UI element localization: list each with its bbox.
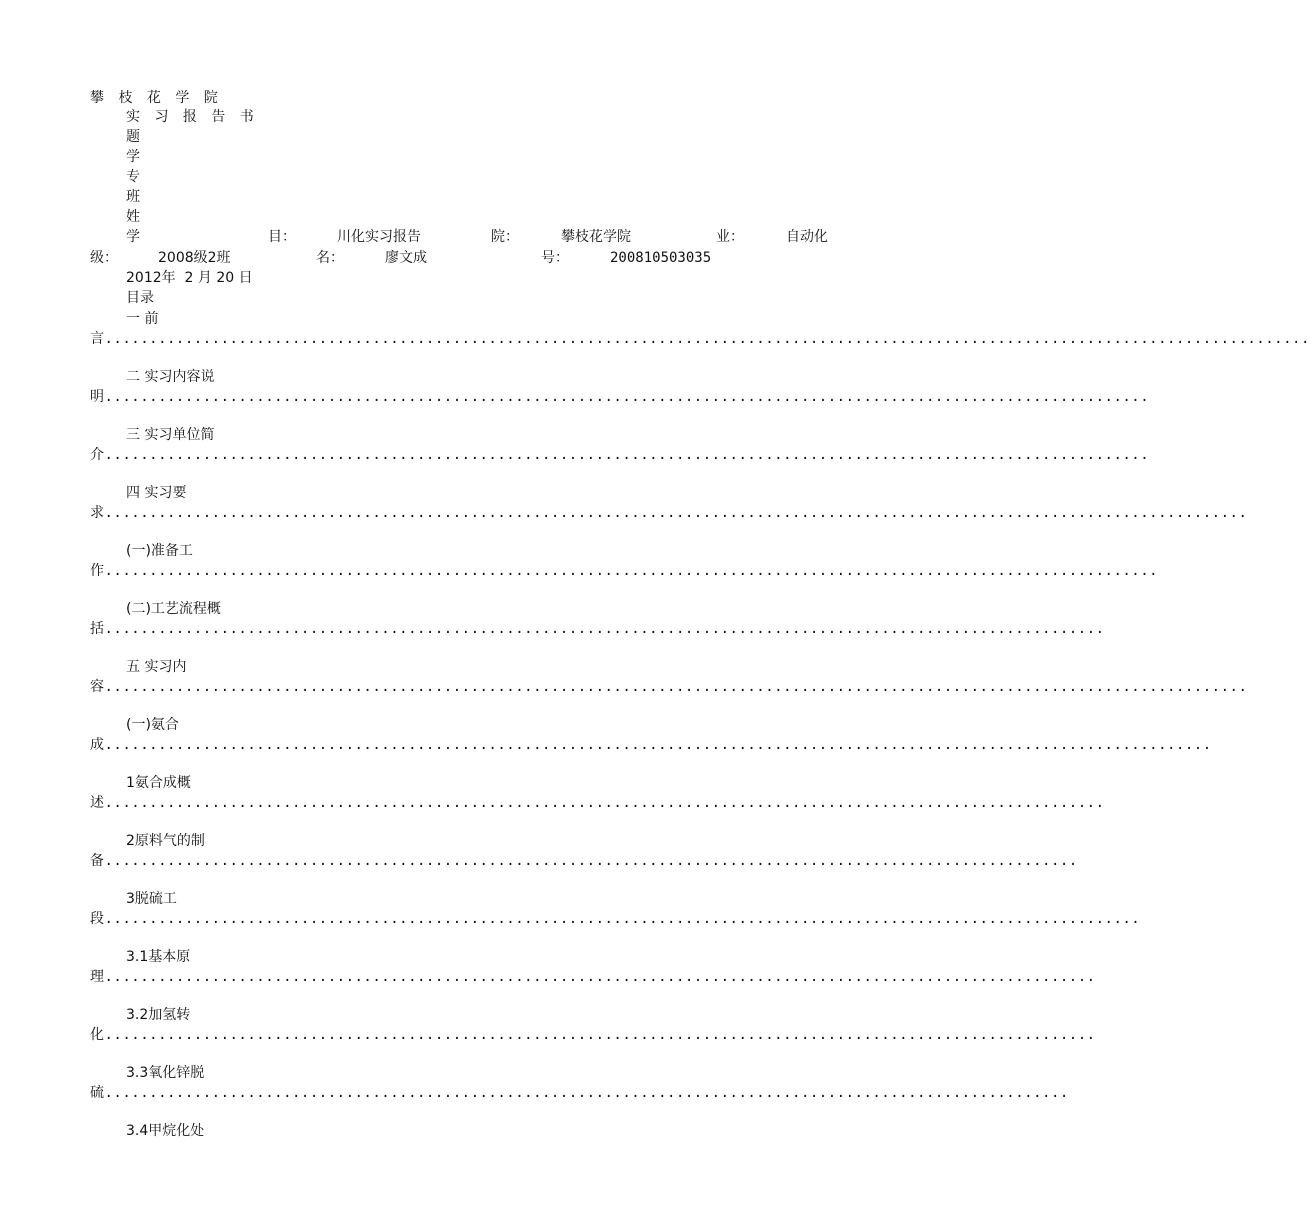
toc-leader-line[interactable] — [90, 445, 1150, 485]
toc-heading-tail: 言 — [90, 331, 105, 347]
toc-heading[interactable]: 3.2加氢转 — [126, 1007, 191, 1023]
major-label: 业： — [716, 229, 744, 245]
toc-heading-tail: 理 — [90, 969, 105, 985]
id-value: 200810503035 — [610, 250, 712, 266]
report-date: 2012年 2 月 20 日 — [126, 270, 253, 286]
toc-title: 目录 — [126, 290, 154, 306]
title-label: 目： — [268, 229, 296, 245]
name-label: 名： — [316, 250, 344, 266]
toc-heading-tail: 容 — [90, 679, 105, 695]
toc-heading-tail: 求 — [90, 505, 105, 521]
toc-heading-tail: 化 — [90, 1027, 105, 1043]
toc-leader-line[interactable] — [90, 1025, 1096, 1065]
toc-heading-tail: 作 — [90, 563, 105, 579]
toc-dots: ...................................................................................................................... — [104, 563, 1159, 579]
class-value: 2008级2班 — [158, 250, 231, 266]
toc-dots: ..................................................................................................................... — [104, 389, 1150, 405]
toc-leader-line[interactable] — [90, 735, 1212, 775]
name-value: 廖文成 — [385, 250, 427, 266]
toc-heading-tail: 述 — [90, 795, 105, 811]
school-name: 攀 枝 花 学 院 — [90, 90, 223, 106]
toc-heading[interactable]: 2原料气的制 — [126, 833, 205, 849]
toc-heading[interactable]: (一)氨合 — [126, 717, 179, 733]
toc-heading-tail: 明 — [90, 389, 105, 405]
toc-leader-line[interactable] — [90, 909, 1141, 949]
toc-dots: ....................................................................................................................................... — [104, 331, 1310, 347]
toc-dots: ................................................................................................................ — [104, 795, 1105, 811]
doc-title: 实 习 报 告 书 — [126, 109, 259, 125]
toc-dots: ............................................................................................................................ — [104, 737, 1212, 753]
toc-heading-tail: 硫 — [90, 1085, 105, 1101]
toc-leader-line[interactable] — [90, 967, 1096, 1007]
toc-leader-line[interactable] — [90, 1083, 1069, 1123]
class-label: 级： — [90, 250, 118, 266]
toc-heading[interactable]: 3.4甲烷化处 — [126, 1123, 205, 1139]
toc-leader-line[interactable] — [90, 851, 1078, 891]
toc-heading[interactable]: 五 实习内 — [126, 659, 187, 675]
major-value: 自动化 — [786, 229, 828, 245]
toc-dots: ............................................................................................................. — [104, 853, 1078, 869]
toc-heading[interactable]: 三 实习单位简 — [126, 427, 215, 443]
toc-heading-tail: 介 — [90, 447, 105, 463]
toc-heading[interactable]: (一)准备工 — [126, 543, 193, 559]
toc-dots: ............................................................................................................... — [104, 969, 1096, 985]
cover-label-xue: 学 — [126, 149, 140, 165]
toc-dots: ................................................................................................................................ — [104, 679, 1248, 695]
toc-heading[interactable]: 四 实习要 — [126, 485, 187, 501]
toc-heading-tail: 备 — [90, 853, 105, 869]
toc-heading[interactable]: 3.1基本原 — [126, 949, 191, 965]
toc-dots: ............................................................................................................... — [104, 1027, 1096, 1043]
toc-heading-tail: 成 — [90, 737, 105, 753]
toc-leader-line[interactable] — [90, 793, 1105, 833]
toc-heading[interactable]: 1氨合成概 — [126, 775, 191, 791]
toc-leader-line[interactable] — [90, 329, 1310, 369]
toc-heading[interactable]: 3脱硫工 — [126, 891, 177, 907]
toc-heading-tail: 段 — [90, 911, 105, 927]
toc-heading-tail: 括 — [90, 621, 105, 637]
cover-label-xing: 姓 — [126, 209, 140, 225]
toc-dots: ..................................................................................................................... — [104, 447, 1150, 463]
toc-heading[interactable]: 二 实习内容说 — [126, 369, 215, 385]
cover-label-xue2: 学 — [126, 229, 140, 245]
toc-leader-line[interactable] — [90, 677, 1248, 717]
toc-leader-line[interactable] — [90, 619, 1105, 659]
id-label: 号： — [541, 250, 569, 266]
toc-dots: ................................................................................................................................ — [104, 505, 1248, 521]
toc-heading[interactable]: 一 前 — [126, 311, 159, 327]
toc-dots: ................................................................................................................ — [104, 621, 1105, 637]
toc-leader-line[interactable] — [90, 503, 1248, 543]
toc-heading[interactable]: 3.3氧化锌脱 — [126, 1065, 205, 1081]
toc-dots: ............................................................................................................ — [104, 1085, 1069, 1101]
cover-label-zhuan: 专 — [126, 169, 140, 185]
college-value: 攀枝花学院 — [561, 229, 631, 245]
toc-leader-line[interactable] — [90, 561, 1159, 601]
toc-leader-line[interactable] — [90, 387, 1150, 427]
cover-label-ti: 题 — [126, 129, 140, 145]
title-value: 川化实习报告 — [337, 229, 421, 245]
toc-heading[interactable]: (二)工艺流程概 — [126, 601, 221, 617]
toc-dots: .................................................................................................................... — [104, 911, 1141, 927]
cover-label-ban: 班 — [126, 189, 140, 205]
college-label: 院： — [491, 229, 519, 245]
